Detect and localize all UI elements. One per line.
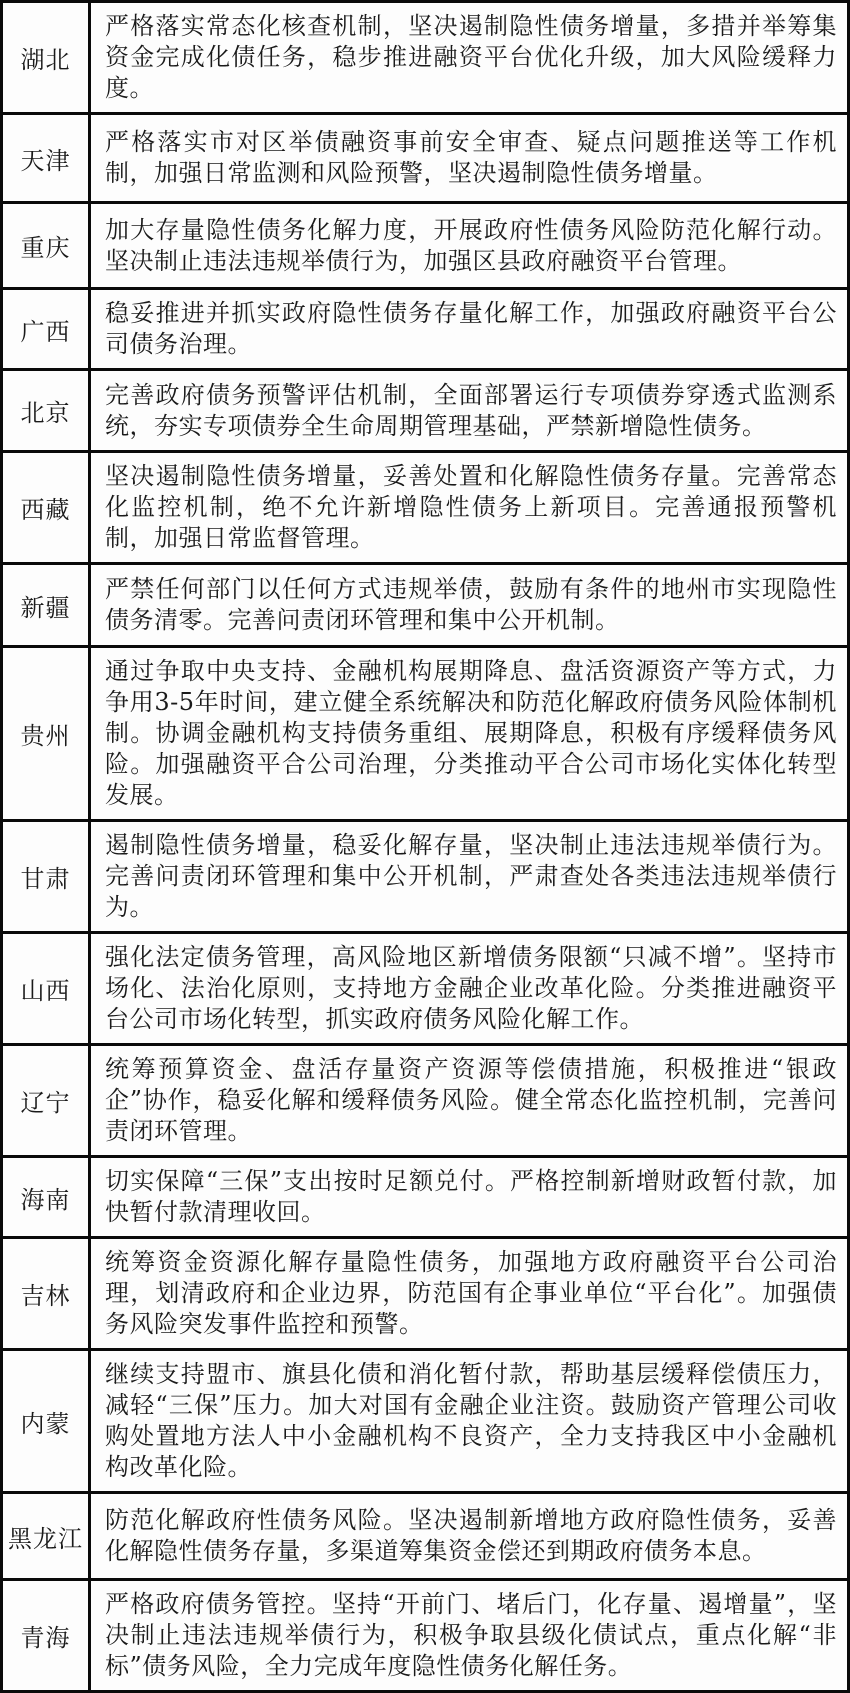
region-cell xyxy=(3,1494,91,1578)
policy-cell xyxy=(91,822,847,931)
policy-cell xyxy=(91,3,847,112)
region-label: 贵州 xyxy=(20,722,71,750)
policy-text: 加大存量隐性债务化解力度，开展政府性债务风险防范化解行动。坚决制止违法违规举债行为，加强区县政府融资平台管理。 xyxy=(105,215,837,275)
table-row xyxy=(3,822,847,934)
region-label: 吉林 xyxy=(20,1282,71,1310)
region-cell xyxy=(3,934,91,1043)
region-label: 海南 xyxy=(20,1185,71,1214)
policy-text: 继续支持盟市、旗县化债和消化暂付款，帮助基层缓释偿债压力，减轻“三保”压力。加大对国有金融企业注资。鼓励资产管理公司收购处置地方法人中小金融机构不良资产，全力支持我区中小金融机构改革化险。 xyxy=(105,1360,837,1481)
policy-cell xyxy=(91,934,847,1043)
table-row xyxy=(3,453,847,565)
table-row xyxy=(3,1494,847,1581)
policy-text: 统筹资金资源化解存量隐性债务，加强地方政府融资平台公司治理，划清政府和企业边界，防范国有企事业单位“平台化”。加强债务风险突发事件监控和预警。 xyxy=(105,1248,837,1338)
policy-cell xyxy=(91,1158,847,1236)
region-cell xyxy=(3,1239,91,1348)
region-label: 黑龙江 xyxy=(8,1524,83,1553)
policy-text: 通过争取中央支持、金融机构展期降息、盘活资源资产等方式，力争用3-5年时间，建立健全系统解决和防范化解政府债务风险体制机制。协调金融机构支持债务重组、展期降息，积极有序缓释债务风险。加强融资平合公司治理，分类推动平合公司市场化实体化转型发展。 xyxy=(105,657,837,809)
policy-text: 稳妥推进并抓实政府隐性债务存量化解工作，加强政府融资平台公司债务治理。 xyxy=(105,299,837,358)
table-row xyxy=(3,1046,847,1158)
table-row xyxy=(3,648,847,822)
table-row xyxy=(3,565,847,648)
policy-text: 切实保障“三保”支出按时足额兑付。严格控制新增财政暂付款，加快暂付款清理收回。 xyxy=(105,1167,837,1226)
region-label: 重庆 xyxy=(20,234,71,262)
region-cell xyxy=(3,115,91,201)
policy-cell xyxy=(91,1046,847,1155)
region-label: 西藏 xyxy=(20,496,71,524)
region-label: 甘肃 xyxy=(20,865,71,893)
table-row xyxy=(3,115,847,204)
policy-text: 严格政府债务管控。坚持“开前门、堵后门，化存量、遏增量”，坚决制止违法违规举债行为，积极争取县级化债试点，重点化解“非标”债务风险，全力完成年度隐性债务化解任务。 xyxy=(105,1590,837,1680)
policy-cell xyxy=(91,115,847,201)
region-cell xyxy=(3,3,91,112)
region-cell xyxy=(3,371,91,450)
region-label: 内蒙 xyxy=(20,1409,71,1438)
region-cell xyxy=(3,1158,91,1236)
region-label: 天津 xyxy=(20,146,71,175)
policy-cell xyxy=(91,1581,847,1690)
policy-text: 严格落实常态化核查机制，坚决遏制隐性债务增量，多措并举筹集资金完成化债任务，稳步推进融资平台优化升级，加大风险缓释力度。 xyxy=(105,12,837,102)
table-row xyxy=(3,1158,847,1239)
table-row xyxy=(3,1581,847,1690)
table-row xyxy=(3,290,847,371)
policy-text: 统筹预算资金、盘活存量资产资源等偿债措施，积极推进“银政企”协作，稳妥化解和缓释债务风险。健全常态化监控机制，完善问责闭环管理。 xyxy=(105,1055,837,1145)
policy-text: 完善政府债务预警评估机制，全面部署运行专项债券穿透式监测系统，夯实专项债券全生命周期管理基础，严禁新增隐性债务。 xyxy=(105,380,837,440)
table-row xyxy=(3,1239,847,1351)
policy-cell xyxy=(91,290,847,368)
policy-text: 强化法定债务管理，高风险地区新增债务限额“只减不增”。坚持市场化、法治化原则，支持地方金融企业改革化险。分类推进融资平台公司市场化转型，抓实政府债务风险化解工作。 xyxy=(105,943,837,1033)
region-cell xyxy=(3,1581,91,1690)
policy-cell xyxy=(91,371,847,450)
policy-cell xyxy=(91,1239,847,1348)
region-label: 青海 xyxy=(20,1624,71,1652)
policy-cell xyxy=(91,565,847,645)
table-row xyxy=(3,371,847,453)
policy-cell xyxy=(91,1351,847,1491)
policy-cell xyxy=(91,204,847,287)
region-label: 辽宁 xyxy=(20,1089,71,1117)
region-label: 北京 xyxy=(20,399,71,427)
region-cell xyxy=(3,290,91,368)
policy-text: 严禁任何部门以任何方式违规举债，鼓励有条件的地州市实现隐性债务清零。完善问责闭环管理和集中公开机制。 xyxy=(105,575,837,634)
policy-cell xyxy=(91,453,847,562)
region-label: 广西 xyxy=(20,317,71,346)
region-cell xyxy=(3,1046,91,1155)
region-cell xyxy=(3,1351,91,1491)
region-label: 新疆 xyxy=(20,593,71,622)
region-cell xyxy=(3,453,91,562)
region-label: 山西 xyxy=(20,977,71,1005)
policy-cell xyxy=(91,1494,847,1578)
region-cell xyxy=(3,565,91,645)
policy-cell xyxy=(91,648,847,819)
policy-text: 坚决遏制隐性债务增量，妥善处置和化解隐性债务存量。完善常态化监控机制，绝不允许新增隐性债务上新项目。完善通报预警机制，加强日常监督管理。 xyxy=(105,462,837,552)
table-row xyxy=(3,3,847,115)
table-row xyxy=(3,934,847,1046)
policy-text: 防范化解政府性债务风险。坚决遏制新增地方政府隐性债务，妥善化解隐性债务存量，多渠道筹集资金偿还到期政府债务本息。 xyxy=(105,1506,837,1565)
region-cell xyxy=(3,822,91,931)
policy-text: 遏制隐性债务增量，稳妥化解存量，坚决制止违法违规举债行为。完善问责闭环管理和集中公开机制，严肃查处各类违法违规举债行为。 xyxy=(105,831,837,921)
table-row xyxy=(3,1351,847,1494)
policy-text: 严格落实市对区举债融资事前安全审查、疑点问题推送等工作机制，加强日常监测和风险预警，坚决遏制隐性债务增量。 xyxy=(105,128,837,187)
table-row xyxy=(3,204,847,290)
region-cell xyxy=(3,648,91,819)
region-label: 湖北 xyxy=(20,46,71,74)
region-cell xyxy=(3,204,91,287)
